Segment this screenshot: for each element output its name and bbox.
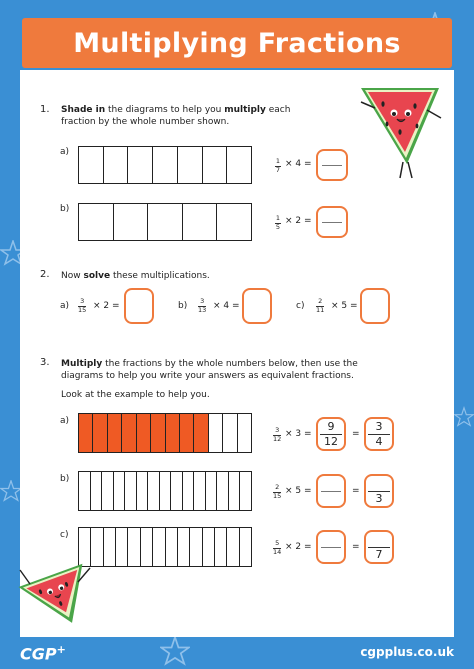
bar-segment[interactable] — [160, 472, 172, 510]
part-label: a) — [60, 416, 70, 426]
star-decoration-icon — [160, 636, 190, 666]
part-label: c) — [296, 301, 305, 311]
fraction — [275, 158, 281, 174]
bar-segment[interactable] — [91, 472, 103, 510]
bar-segment[interactable] — [148, 204, 183, 240]
bar-segment[interactable] — [203, 147, 228, 183]
denominator: 15 — [78, 306, 87, 314]
numerator: 1 — [275, 214, 281, 222]
shaded-segment[interactable] — [122, 414, 136, 452]
watermelon-mascot-icon — [355, 84, 445, 184]
q1-instruction-text: the diagrams to help you — [105, 105, 225, 115]
bar-segment[interactable] — [240, 472, 251, 510]
answer-numerator: 9 — [327, 419, 335, 433]
title-banner — [22, 18, 452, 68]
bar-segment[interactable] — [183, 472, 195, 510]
bar-segment[interactable] — [148, 472, 160, 510]
bar-segment[interactable] — [217, 204, 251, 240]
q2-instruction-bold: solve — [83, 271, 111, 281]
q1-instruction-bold: multiply — [224, 105, 266, 115]
shaded-segment[interactable] — [108, 414, 122, 452]
answer-denominator: 12 — [324, 434, 338, 448]
fraction-bar[interactable] — [78, 146, 252, 184]
star-decoration-icon — [0, 480, 22, 502]
fraction — [275, 215, 281, 231]
q1-instruction-text: each — [265, 105, 291, 115]
bar-segment[interactable] — [171, 472, 183, 510]
shaded-segment[interactable] — [166, 414, 180, 452]
multiply-operation: × 5 = — [285, 486, 312, 496]
q1-instruction-bold: Shade in — [61, 105, 106, 115]
bar-segment[interactable] — [153, 147, 178, 183]
q2-instruction — [61, 270, 210, 282]
answer-box[interactable] — [316, 149, 348, 181]
bar-segment[interactable] — [190, 528, 202, 566]
bar-segment[interactable] — [183, 204, 218, 240]
bar-segment[interactable] — [79, 147, 104, 183]
multiply-operation: × 4 = — [285, 159, 312, 169]
fraction-bar[interactable] — [78, 413, 252, 453]
answer-denominator: 4 — [375, 434, 383, 448]
part-label: b) — [178, 301, 188, 311]
bar-segment[interactable] — [194, 472, 206, 510]
star-decoration-icon — [454, 405, 474, 429]
bar-segment[interactable] — [203, 528, 215, 566]
numerator: 2 — [275, 483, 280, 491]
denominator: 12 — [273, 435, 282, 443]
bar-segment[interactable] — [141, 528, 153, 566]
bar-segment[interactable] — [227, 147, 251, 183]
shaded-segment[interactable] — [93, 414, 107, 452]
denominator: 5 — [275, 223, 281, 231]
answer-box[interactable] — [316, 417, 346, 451]
shaded-segment[interactable] — [79, 414, 93, 452]
numerator: 1 — [275, 157, 281, 165]
worksheet-sheet — [20, 70, 454, 637]
denominator: 14 — [273, 548, 282, 556]
page-title: Multiplying Fractions — [73, 27, 401, 59]
numerator: 3 — [275, 426, 280, 434]
multiply-operation: × 2 = — [285, 216, 312, 226]
bar-segment[interactable] — [79, 472, 91, 510]
bar-segment[interactable] — [128, 147, 153, 183]
denominator: 11 — [316, 306, 325, 314]
q3-instruction — [61, 358, 358, 370]
footer-url: cgpplus.co.uk — [360, 645, 454, 659]
q3-instruction-bold: Multiply — [61, 359, 103, 369]
bar-segment[interactable] — [166, 528, 178, 566]
answer-numerator: 3 — [375, 419, 383, 433]
shaded-segment[interactable] — [137, 414, 151, 452]
equals-sign: = — [352, 486, 360, 496]
bar-segment[interactable] — [206, 472, 218, 510]
denominator: 13 — [198, 306, 207, 314]
fraction-bar[interactable] — [78, 527, 252, 567]
q2-instruction-text: these multiplications. — [110, 271, 210, 281]
q3-instruction-text: the fractions by the whole numbers below, then use the — [102, 359, 358, 369]
multiply-operation: × 3 = — [285, 429, 312, 439]
bar-segment[interactable] — [128, 528, 140, 566]
bar-segment[interactable] — [178, 147, 203, 183]
part-label: b) — [60, 474, 70, 484]
watermelon-mascot-icon — [18, 556, 98, 636]
answer-line — [322, 222, 342, 223]
question-number: 1. — [40, 104, 50, 115]
q1-instruction-line2: fraction by the whole number shown. — [61, 117, 230, 127]
numerator: 3 — [80, 297, 85, 305]
q2-instruction-text: Now — [61, 271, 84, 281]
numerator: 3 — [200, 297, 205, 305]
bar-segment[interactable] — [102, 472, 114, 510]
shaded-segment[interactable] — [194, 414, 208, 452]
part-label: a) — [60, 147, 70, 157]
fraction — [273, 484, 281, 500]
bar-segment[interactable] — [153, 528, 165, 566]
bar-segment[interactable] — [209, 414, 223, 452]
answer-line — [322, 165, 342, 166]
answer-denominator: 7 — [375, 547, 383, 561]
bar-segment[interactable] — [178, 528, 190, 566]
question-number: 2. — [40, 269, 50, 280]
cgp-logo — [20, 643, 66, 663]
bar-segment[interactable] — [116, 528, 128, 566]
q3-instruction-line2: diagrams to help you write your answers as equivalent fractions. — [61, 371, 354, 381]
answer-box[interactable] — [242, 288, 272, 324]
bar-segment[interactable] — [240, 528, 251, 566]
bar-segment[interactable] — [137, 472, 149, 510]
q1-instruction — [61, 104, 290, 116]
fraction — [78, 298, 86, 314]
numerator: 5 — [275, 539, 280, 547]
logo-plus: + — [56, 643, 66, 656]
answer-box[interactable] — [364, 417, 394, 451]
question-number: 3. — [40, 357, 50, 368]
bar-segment[interactable] — [125, 472, 137, 510]
answer-box[interactable] — [364, 474, 394, 508]
shaded-segment[interactable] — [151, 414, 165, 452]
answer-box[interactable] — [316, 530, 346, 564]
bar-segment[interactable] — [217, 472, 229, 510]
multiply-operation: × 2 = — [285, 542, 312, 552]
bar-segment[interactable] — [215, 528, 227, 566]
denominator: 7 — [275, 166, 281, 174]
answer-line — [321, 491, 341, 492]
shaded-segment[interactable] — [180, 414, 194, 452]
answer-denominator: 3 — [375, 491, 383, 505]
numerator: 2 — [318, 297, 323, 305]
fraction — [198, 298, 206, 314]
part-label: c) — [60, 530, 69, 540]
answer-box[interactable] — [360, 288, 390, 324]
answer-box[interactable] — [364, 530, 394, 564]
bar-segment[interactable] — [114, 472, 126, 510]
part-label: a) — [60, 301, 70, 311]
fraction — [273, 427, 281, 443]
answer-box[interactable] — [316, 474, 346, 508]
answer-box[interactable] — [124, 288, 154, 324]
multiply-operation: × 2 = — [93, 301, 120, 311]
denominator: 15 — [273, 492, 282, 500]
equals-sign: = — [352, 429, 360, 439]
fraction-bar[interactable] — [78, 471, 252, 511]
fraction-bar[interactable] — [78, 203, 252, 241]
example-note: Look at the example to help you. — [61, 390, 210, 400]
bar-segment[interactable] — [238, 414, 251, 452]
logo-text: CGP — [20, 644, 57, 664]
bar-segment[interactable] — [229, 472, 241, 510]
bar-segment[interactable] — [104, 147, 129, 183]
equals-sign: = — [352, 542, 360, 552]
bar-segment[interactable] — [223, 414, 237, 452]
fraction — [273, 540, 281, 556]
bar-segment[interactable] — [114, 204, 149, 240]
bar-segment[interactable] — [227, 528, 239, 566]
multiply-operation: × 5 = — [331, 301, 358, 311]
multiply-operation: × 4 = — [213, 301, 240, 311]
answer-box[interactable] — [316, 206, 348, 238]
answer-line — [321, 547, 341, 548]
bar-segment[interactable] — [104, 528, 116, 566]
bar-segment[interactable] — [79, 204, 114, 240]
fraction — [316, 298, 324, 314]
part-label: b) — [60, 204, 70, 214]
